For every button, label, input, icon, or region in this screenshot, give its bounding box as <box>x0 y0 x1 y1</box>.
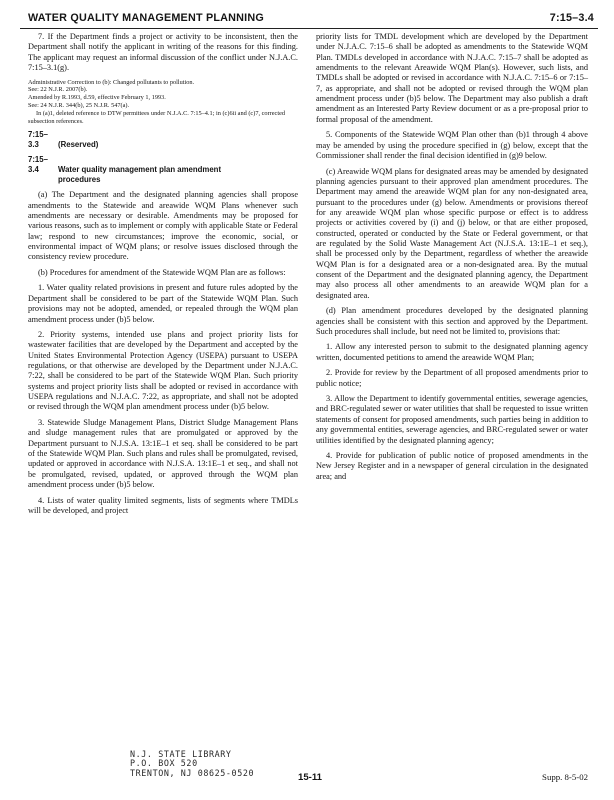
paragraph-d2: 2. Provide for review by the Department of all proposed amendments prior to public notice; <box>316 368 588 388</box>
paragraph-b: (b) Procedures for amendment of the Statewide WQM Plan are as follows: <box>38 267 286 277</box>
history-note: Administrative Correction to (b): Changed pollutants to pollution. <box>28 78 195 86</box>
history-note: In (a)1, deleted reference to DTW permittees under N.J.A.C. 7:15–4.1; in (c)6ii and (c)7, corrected subsection references. <box>28 109 286 125</box>
history-note: Amended by R.1993, d.59, effective February 1, 1993. <box>28 94 166 102</box>
paragraph-b3: 3. Statewide Sludge Management Plans, District Sludge Management Plans and sludge management rules that are promulgated or approved by the Department pursuant to N.J.S.A. 13:1E–1 et seq. shall be considered to be part of the Statewide WQM Plan. Such plans and rules shall be promulgated, revised, updated or approved in accordance with N.J.S.A. 13:1E–1 et seq., and shall not be promulgated, revised, updated, or approved through the WQM plan amendment process under (b)5 below. <box>28 417 298 490</box>
section-heading-3-3: 7:15–3.3 (Reserved) <box>28 130 99 150</box>
library-stamp: N.J. STATE LIBRARY P.O. BOX 520 TRENTON, NJ 08625-0520 <box>130 749 255 778</box>
paragraph-d: (d) Plan amendment procedures developed by the designated planning agencies shall be consistent with this section and approved by the Department. Such procedures shall include, but need not be limited to, provisions that: <box>316 306 588 336</box>
running-header <box>20 6 598 29</box>
paragraph-a: (a) The Department and the designated planning agencies shall propose amendments to the Statewide and areawide WQM Plans whenever such amendments are necessary or desirable. Amendments may be proposed for various reasons, such as to implement or comply with applicable State or Federal law; respond to new circumstances; improve the economic, social, or environmental impact of WQM plans; or resolve issues disclosed through the consistency review procedure. <box>28 190 298 262</box>
left-column <box>28 32 298 521</box>
paragraph-7: 7. If the Department finds a project or activity to be inconsistent, then the Department shall notify the applicant in writing of the reasons for this finding. The applicant may request an informal discussion of the conflict under N.J.A.C. 7:15–3.1(g). <box>28 32 298 73</box>
paragraph-b1: 1. Water quality related provisions in present and future rules adopted by the Department shall be considered to be part of the Statewide WQM Plan. Such provisions may not be adopted, amended, or repealed through the WQM plan amendment process under (b)5 below. <box>28 283 298 324</box>
header-title: WATER QUALITY MANAGEMENT PLANNING <box>28 12 264 24</box>
history-notes <box>28 79 298 126</box>
paragraph-d1: 1. Allow any interested person to submit to the designated planning agency written, documented petitions to amend the areawide WQM Plan; <box>316 342 588 362</box>
paragraph-b4: 4. Lists of water quality limited segments, lists of segments where TMDLs will be developed, and project <box>28 495 298 515</box>
history-note: See: 22 N.J.R. 2007(b). <box>28 86 88 94</box>
header-section-number: 7:15–3.4 <box>549 12 594 24</box>
history-note: See: 24 N.J.R. 344(b), 25 N.J.R. 547(a). <box>28 101 130 109</box>
paragraph-b2: 2. Priority systems, intended use plans and project priority lists for wastewater facilities that are developed by the Department and accepted by the United States Environmental Protection Agency (USEPA) pursuant to USEPA regulations, or that otherwise are developed by the Department under N.J.A.C. 7:22, shall be considered to be part of the Statewide WQM Plan. Such priority systems and project priority lists shall be adopted or revised in accordance with USEPA regulations and N.J.A.C. 7:22, as appropriate, and shall not be adopted or revised through the WQM plan amendment process under (b)5 below. <box>28 330 298 412</box>
paragraph-b5: 5. Components of the Statewide WQM Plan other than (b)1 through 4 above may be amended by using the procedure specified in (g) below, except that the Commissioner shall render the final decision identified in (g)9 below. <box>316 130 588 160</box>
supplement-date: Supp. 8-5-02 <box>542 772 588 782</box>
page-number: 15-11 <box>298 772 323 783</box>
paragraph-d3: 3. Allow the Department to identify governmental entities, sewerage agencies, and BRC-regulated sewer or water utilities that shall be requested to issue written statements of consent for proposed amendments, such parties being in addition to any governmental entities, sewerage agencies, and BRC-regulated sewer or water utilities identified by the designated planning agency; <box>316 394 588 445</box>
section-heading-3-4: 7:15–3.4 Water quality management plan amendment procedures <box>28 155 222 185</box>
paragraph-d4: 4. Provide for publication of public notice of proposed amendments in the New Jersey Register and in a newspaper of general circulation in the designated area; and <box>316 451 588 481</box>
paragraph-b4-continued: priority lists for TMDL development which are developed by the Department under N.J.A.C. 7:15–6 shall be adopted as amendments to the Statewide WQM Plan. TMDLs developed in accordance with N.J.A.C. 7:15–7 shall be adopted as amendments to the relevant Areawide WQM Plan(s). However, such lists, and TMDLs shall be adopted or revised in accordance with N.J.A.C. 7:15–6 or 7:15–7, as appropriate, and shall not be adopted or revised through the WQM plan amendment process under (b)5 below. The Department may also publish a draft amendment as an Interested Party Review document or as a pre-proposal prior to formal proposal of the amendment. <box>316 32 588 124</box>
right-column <box>316 32 588 487</box>
paragraph-c: (c) Areawide WQM plans for designated areas may be amended by designated planning agencies pursuant to their approved plan amendment procedures. The Department may amend the areawide WQM plan for any non-designated area, pursuant to the procedures under (g) below. Amendments or provisions thereof for any areawide WQM plan whose specific purpose or effect is to address projects or activities covered by (i) and (j) below, or that are either proposed, constructed, operated or conducted by the State or Federal government, or that are regulated by the Solid Waste Management Act (N.J.S.A. 13:1E–1 et seq.), shall be processed only by the Department, regardless of whether the areawide WQM Plan is for a designated area or a non-designated area. By the mutual consent of the Department and the designated planning agency, the Department may also process all other amendments to an areawide WQM plan for a designated area. <box>316 166 588 300</box>
